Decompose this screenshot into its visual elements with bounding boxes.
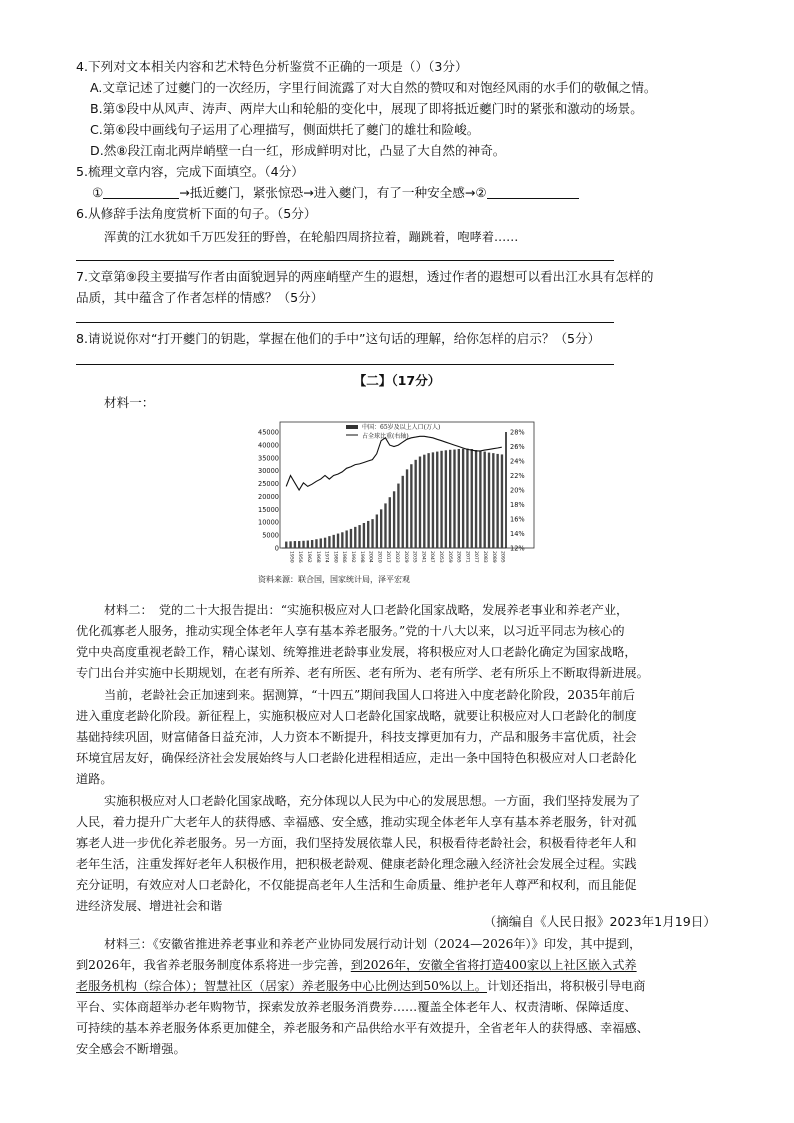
- q4-option-d: D.然⑧段江南北两岸峭壁一白一红，形成鲜明对比，凸显了大自然的神奇。: [90, 143, 506, 158]
- q6-quote: 浑黄的江水犹如千万匹发狂的野兽，在轮船四周挤拉着，蹦跳着，咆哮着……: [104, 230, 519, 244]
- bar: [496, 454, 498, 548]
- bar: [492, 453, 494, 548]
- bar: [337, 534, 339, 548]
- q5-blank-2[interactable]: [487, 185, 579, 199]
- bar: [440, 451, 442, 548]
- m2-line: 党中央高度重视老龄工作，精心谋划、统筹推进老龄事业发展，将积极应对人口老龄化确定为国家战略，: [76, 645, 637, 659]
- bar: [484, 452, 486, 548]
- bar: [358, 525, 360, 548]
- x-tick-label: 2065: [455, 551, 461, 563]
- y-tick-label: 25000: [258, 480, 279, 489]
- y2-tick-label: 28%: [510, 428, 525, 437]
- x-tick-label: 1998: [358, 551, 364, 563]
- bar: [294, 541, 296, 548]
- ratio-line: [286, 436, 502, 490]
- x-tick-label: 1950: [288, 551, 294, 563]
- x-tick-label: 2077: [473, 551, 479, 563]
- y-tick-label: 5000: [262, 531, 279, 540]
- bar: [389, 497, 391, 548]
- bar: [427, 453, 429, 548]
- x-tick-label: 2035: [411, 551, 417, 563]
- bar: [371, 519, 373, 548]
- y-tick-label: 10000: [258, 518, 279, 527]
- m2-line: 老年生活，注重发挥好老年人积极作用，把积极老龄观、健康老龄化理念融入经济社会发展全过程。实践: [76, 857, 637, 871]
- m3-text: 计划还指出，将积极引导电商: [487, 979, 646, 993]
- m2-line: 当前，老龄社会正加速到来。据测算，“十四五”期间我国人口将进入中度老龄化阶段，2035年前后: [104, 688, 635, 702]
- x-tick-label: 2017: [385, 551, 391, 563]
- m2-line: 实施积极应对人口老龄化国家战略，充分体现以人民为中心的发展思想。一方面，我们坚持发展为了: [104, 794, 641, 808]
- chart-source: 资料来源：联合国，国家统计局，泽平宏观: [258, 575, 410, 584]
- q4-option-b: B.第⑤段中从风声、涛声、两岸大山和轮船的变化中，展现了即将抵近夔门时的紧张和激动的场景。: [90, 101, 643, 116]
- bar: [414, 460, 416, 548]
- q7-answer-line[interactable]: [76, 322, 614, 323]
- x-tick-label: 1986: [341, 551, 347, 563]
- bar: [501, 454, 503, 548]
- bar: [307, 541, 309, 548]
- q5-fill-line: [92, 184, 579, 202]
- x-tick-label: 1956: [297, 551, 303, 563]
- x-tick-label: 2041: [420, 551, 426, 563]
- bar: [475, 450, 477, 548]
- m2-line: 充分证明，有效应对人口老龄化，不仅能提高老年人生活和生命质量、维护老年人尊严和权利，而且能促: [76, 878, 637, 892]
- bar: [341, 532, 343, 548]
- m2-line: 环境宜居友好，确保经济社会发展始终与人口老龄化进程相适应，走出一条中国特色积极应对人口老龄化: [76, 751, 637, 765]
- q7-line2: 品质，其中蕴含了作者怎样的情感？（5分）: [76, 290, 324, 305]
- bar: [471, 449, 473, 548]
- bar: [380, 509, 382, 548]
- q4-option-c: C.第⑥段中画线句子运用了心理描写，侧面烘托了夔门的雄壮和险峻。: [90, 122, 480, 137]
- bar: [449, 450, 451, 548]
- y2-tick-label: 26%: [510, 443, 525, 451]
- aging-chart-svg: [250, 420, 542, 580]
- m2-line: 基础持续巩固，财富储备日益充沛，人力资本不断提升，科技支撑更加有力，产品和服务丰富优质，社会: [76, 730, 637, 744]
- m2-line: 道路。: [76, 772, 113, 786]
- x-tick-label: 2059: [446, 551, 452, 563]
- m2-line: 寡老人进一步优化养老服务。另一方面，我们坚持发展依靠人民，积极看待老龄社会，积极看待老年人和: [76, 836, 637, 850]
- bar: [363, 523, 365, 548]
- bar: [315, 539, 317, 548]
- x-tick-label: 2095: [499, 551, 505, 563]
- y-tick-label: 0: [274, 544, 279, 553]
- q8-stem: 8.请说说你对“打开夔门的钥匙，掌握在他们的手中”这句话的理解，给你怎样的启示？（5分）: [76, 331, 601, 346]
- bar: [333, 535, 335, 548]
- q7-line1: 7.文章第⑨段主要描写作者由面貌迥异的两座峭壁产生的遐想，透过作者的遐想可以看出江水具有怎样的: [76, 269, 654, 284]
- q5-part1: ①: [92, 185, 104, 200]
- q6-answer-line[interactable]: [76, 260, 614, 261]
- x-tick-label: 1992: [350, 551, 355, 563]
- m3-line: 安全感会不断增强。: [76, 1042, 186, 1056]
- y-tick-label: 15000: [258, 505, 279, 514]
- y2-tick-label: 14%: [510, 530, 525, 538]
- bar: [406, 469, 408, 548]
- x-tick-label: 1962: [306, 551, 311, 563]
- legend-label: 中国：65岁及以上人口(万人): [362, 424, 441, 431]
- y-tick-label: 35000: [258, 454, 279, 463]
- bar: [376, 514, 378, 548]
- x-tick-label: 2029: [402, 551, 408, 563]
- m3-line: 材料三：《安徽省推进养老事业和养老产业协同发展行动计划（2024—2026年）》印发，其中提到，: [104, 937, 642, 951]
- x-tick-label: 2071: [464, 551, 470, 563]
- bar: [285, 542, 287, 548]
- legend-swatch-bar: [346, 425, 358, 429]
- y-tick-label: 40000: [258, 441, 279, 450]
- y-tick-label: 45000: [258, 428, 279, 437]
- x-tick-label: 2089: [490, 551, 496, 563]
- bar: [298, 541, 300, 548]
- bar: [354, 527, 356, 548]
- bar: [419, 456, 421, 548]
- bar: [488, 453, 490, 548]
- legend-label: 占全球比重(右轴): [362, 433, 409, 440]
- y2-tick-label: 18%: [510, 501, 525, 509]
- bar: [410, 464, 412, 548]
- bar: [302, 541, 304, 548]
- y2-tick-label: 20%: [510, 486, 525, 495]
- x-tick-label: 2047: [429, 551, 435, 563]
- x-tick-label: 2083: [482, 551, 487, 563]
- x-tick-label: 1980: [332, 551, 338, 563]
- m3-line: 平台、实体商超举办老年购物节，探索发放养老服务消费券……覆盖全体老年人、权责清晰、保障适度、: [76, 1000, 637, 1014]
- bar: [350, 529, 352, 548]
- bar: [453, 450, 455, 548]
- bar: [479, 451, 481, 548]
- x-tick-label: 2004: [367, 551, 373, 563]
- q6-stem: 6.从修辞手法角度赏析下面的句子。（5分）: [76, 206, 317, 221]
- bar: [393, 491, 395, 548]
- bar: [445, 450, 447, 548]
- m3-text: 到2026年，我省养老服务制度体系将进一步完善，: [76, 958, 351, 972]
- bar: [345, 530, 347, 548]
- bar: [328, 536, 330, 548]
- bar: [367, 521, 369, 548]
- bar: [458, 449, 460, 548]
- bar: [324, 538, 326, 548]
- q4-stem: 4.下列对文本相关内容和艺术特色分析鉴赏不正确的一项是（）（3分）: [76, 59, 468, 74]
- bar: [320, 538, 322, 548]
- q8-answer-line[interactable]: [76, 364, 614, 365]
- q5-blank-1[interactable]: [103, 185, 179, 199]
- material2-source: （摘编自《人民日报》2023年1月19日）: [483, 914, 716, 929]
- bar: [432, 452, 434, 548]
- bar: [289, 541, 291, 548]
- x-tick-label: 2010: [376, 551, 382, 563]
- bar: [462, 449, 464, 548]
- y-tick-label: 30000: [258, 467, 279, 476]
- m2-line: 人民，着力提升广大老年人的获得感、幸福感、安全感，推动实现全体老年人享有基本养老服务，针对孤: [76, 815, 637, 829]
- y2-tick-label: 24%: [510, 457, 525, 466]
- y2-tick-label: 22%: [510, 472, 525, 480]
- bar: [397, 484, 399, 548]
- x-tick-label: 2053: [438, 551, 443, 563]
- x-tick-label: 2023: [394, 551, 399, 563]
- aging-chart: [250, 420, 542, 590]
- x-tick-label: 1968: [314, 551, 320, 563]
- m2-line: 进经济发展、增进社会和谐: [76, 899, 223, 913]
- q5-stem: 5.梳理文章内容，完成下面填空。（4分）: [76, 164, 304, 179]
- y2-tick-label: 16%: [510, 515, 525, 524]
- y2-tick-label: 12%: [510, 544, 525, 553]
- m2-line: 优化孤寡老人服务，推动实现全体老年人享有基本养老服务。”党的十八大以来，以习近平同志为核心的: [76, 624, 625, 638]
- bar: [311, 540, 313, 548]
- m3-underlined-text: 老服务机构（综合体）；智慧社区（居家）养老服务中心比例达到50%以上。: [76, 979, 487, 993]
- bar: [423, 455, 425, 548]
- q5-part2: →抵近夔门，紧张惊恐→进入夔门，有了一种安全感→②: [179, 185, 487, 200]
- section2-title: 【二】（17分）: [353, 373, 441, 388]
- material1-label: 材料一：: [104, 395, 155, 410]
- y-tick-label: 20000: [258, 492, 279, 501]
- m2-line: 材料二： 党的二十大报告提出：“实施积极应对人口老龄化国家战略，发展养老事业和养老产业，: [104, 603, 629, 617]
- x-tick-label: 1974: [323, 551, 329, 563]
- m3-underlined-text: 到2026年，安徽全省将打造400家以上社区嵌入式养: [350, 958, 637, 972]
- bar: [436, 452, 438, 548]
- q4-option-a: A.文章记述了过夔门的一次经历，字里行间流露了对大自然的赞叹和对饱经风雨的水手们的敬佩之情。: [90, 80, 657, 95]
- bar: [402, 476, 404, 548]
- m3-line: [76, 956, 637, 974]
- bar: [466, 448, 468, 548]
- m2-line: 进入重度老龄化阶段。新征程上，实施积极应对人口老龄化国家战略，就要让积极应对人口老龄化的制度: [76, 709, 637, 723]
- m3-line: [76, 977, 645, 995]
- m2-line: 专门出台并实施中长期规划，在老有所养、老有所医、老有所为、老有所学、老有所乐上不断取得新进展。: [76, 666, 649, 680]
- bar: [384, 503, 386, 548]
- m3-line: 可持续的基本养老服务体系更加健全，养老服务和产品供给水平有效提升，全省老年人的获得感、幸福感、: [76, 1021, 649, 1035]
